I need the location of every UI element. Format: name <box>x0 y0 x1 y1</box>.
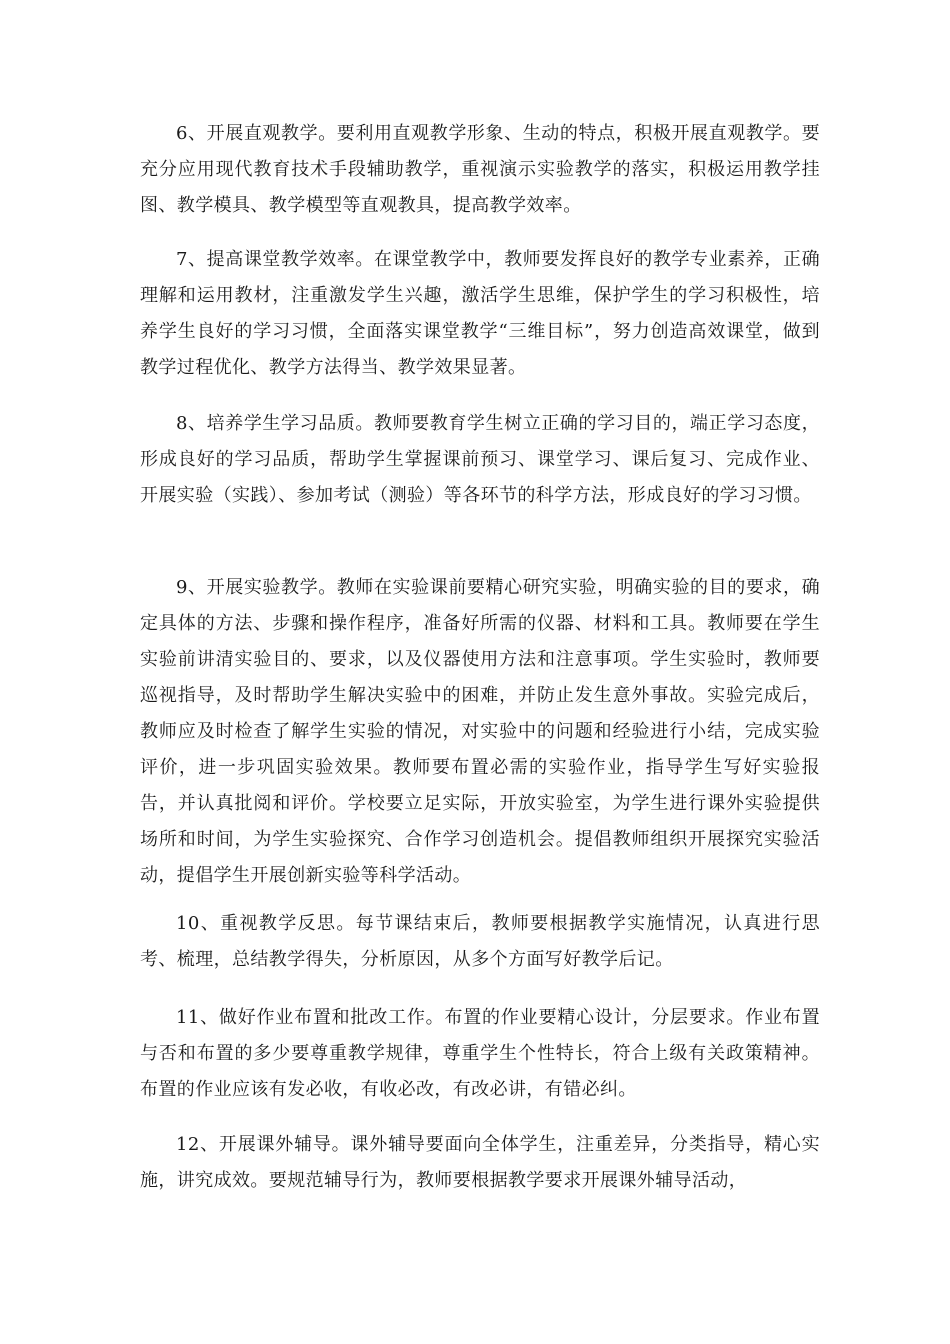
paragraph-12: 12、开展课外辅导。课外辅导要面向全体学生，注重差异，分类指导，精心实施，讲究成效。要规范辅导行为，教师要根据教学要求开展课外辅导活动， <box>140 1134 820 1191</box>
paragraph-6: 6、开展直观教学。要利用直观教学形象、生动的特点，积极开展直观教学。要充分应用现代教育技术手段辅助教学，重视演示实验教学的落实，积极运用教学挂图、教学模具、教学模型等直观教具，提高教学效率。 <box>140 123 820 216</box>
paragraph-11: 11、做好作业布置和批改工作。布置的作业要精心设计，分层要求。作业布置与否和布置的多少要尊重教学规律，尊重学生个性特长，符合上级有关政策精神。布置的作业应该有发必收，有收必改，有改必讲，有错必纠。 <box>140 1007 820 1100</box>
paragraph-7: 7、提高课堂教学效率。在课堂教学中，教师要发挥良好的教学专业素养，正确理解和运用教材，注重激发学生兴趣，激活学生思维，保护学生的学习积极性，培养学生良好的学习习惯，全面落实课堂教学“三维目标”，努力创造高效课堂，做到教学过程优化、教学方法得当、教学效果显著。 <box>140 249 820 378</box>
paragraph-9: 9、开展实验教学。教师在实验课前要精心研究实验，明确实验的目的要求，确定具体的方法、步骤和操作程序，准备好所需的仪器、材料和工具。教师要在学生实验前讲清实验目的、要求，以及仪器使用方法和注意事项。学生实验时，教师要巡视指导，及时帮助学生解决实验中的困难，并防止发生意外事故。实验完成后，教师应及时检查了解学生实验的情况，对实验中的问题和经验进行小结，完成实验评价，进一步巩固实验效果。教师要布置必需的实验作业，指导学生写好实验报告，并认真批阅和评价。学校要立足实际，开放实验室，为学生进行课外实验提供场所和时间，为学生实验探究、合作学习创造机会。提倡教师组织开展探究实验活动，提倡学生开展创新实验等科学活动。 <box>140 577 820 886</box>
paragraph-10: 10、重视教学反思。每节课结束后，教师要根据教学实施情况，认真进行思考、梳理，总结教学得失，分析原因，从多个方面写好教学后记。 <box>140 913 820 970</box>
paragraph-8: 8、培养学生学习品质。教师要教育学生树立正确的学习目的，端正学习态度，形成良好的学习品质，帮助学生掌握课前预习、课堂学习、课后复习、完成作业、开展实验（实践）、参加考试（测验）等各环节的科学方法，形成良好的学习习惯。 <box>140 413 820 506</box>
